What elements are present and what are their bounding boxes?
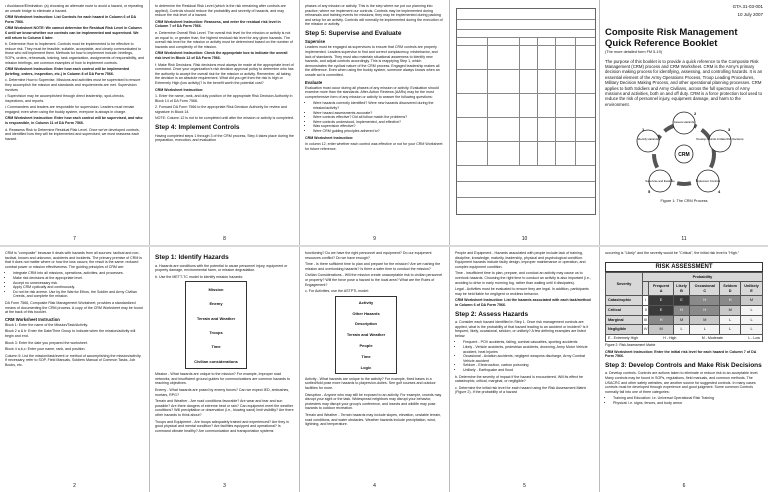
cycle-step-number: 5	[648, 189, 651, 195]
paragraph: Time - Is there sufficient time to plan and prepare for the mission? Are we rushing the mission and overlooking hazards? Is there a safer time to conduct the mission?	[305, 262, 441, 271]
key-item: H - High	[663, 335, 677, 340]
severity-label: Critical	[606, 305, 643, 315]
paragraph: e. Determine Overall Risk Level. The overall risk level for the mission or activity is not an equal to, or greater than, the highest residual risk level for any given hazards. The overall risk level for the mission or activity must be determined based on the number of hazards and complexity of the mission.	[155, 30, 293, 49]
model-term: Terrain and Weather	[346, 332, 386, 338]
risk-level-cell: L	[673, 325, 690, 335]
risk-matrix-body	[606, 296, 763, 334]
list-item: • Likely - Vehicle accidents, pedestrian accidents, drowning, Army Motor Vehicle accident, heat injuries	[463, 345, 594, 354]
list-item: • Was supervision effective?	[313, 124, 444, 129]
paragraph: d. Reassess Risk to Determine Residual Risk Level. Once we've developed controls, and identified how they will be implemented and supervised, we must reassess each hazard.	[5, 127, 140, 141]
risk-matrix-title: RISK ASSESSMENT	[605, 262, 763, 272]
severity-label: Marginal	[606, 315, 643, 325]
paragraph: b. Determine the severity of impact if the hazard is encountered. Will its effect be catastrophic, critical, marginal, or negligible?	[455, 374, 583, 384]
risk-level-cell: H	[649, 315, 673, 325]
form-rule	[575, 37, 576, 165]
risk-level-cell: M	[720, 305, 741, 315]
paragraph: phases of any mission or activity. This is the step where we put our planning into practice; where we implement our controls. Controls may be implemented during rehearsals and training events for missions; they may be implemented during packing and setup for an activity. Controls will normally be implemented during the execution of the mission or activity.	[305, 4, 443, 27]
crm-cycle-diagram	[620, 111, 748, 197]
paragraph: Activity - What hazards are unique to the activity? For example, fixed bases in a sortied/fold pose more hazards to players/on-duties. See golf courses and outdoor facilities for more.	[305, 376, 436, 390]
probability-name: Unlikely	[744, 284, 759, 289]
severity-header: Severity	[606, 272, 643, 296]
paragraph: c. Determine How to Supervise. Missions and activities must be supervised to ensure they accomplish the mission and standards and requirements are met. Supervision involves	[5, 78, 141, 92]
figure-caption: Figure 1: The CRM Process	[660, 199, 708, 204]
list-item: • Were controls effective? Did all follow match the problems?	[313, 115, 444, 120]
page-column	[300, 0, 450, 245]
page-column	[150, 247, 300, 492]
paragraph: • Supervision may be accomplished through direct leadership, spot-checks, inspections, and reports.	[5, 94, 125, 103]
page-column	[150, 0, 300, 245]
worksheet-instruction: CRM Worksheet Instruction:	[155, 87, 204, 92]
paragraph: Civilian Considerations - Will the mission create unacceptable risk to civilian personnel or property? Will the force pose a hazard to the local area? What are the Rules of Engagement?	[305, 273, 443, 287]
page-number: 6	[682, 483, 686, 489]
probability-column	[741, 282, 763, 296]
paragraph: NOTE: Column 12 is not to be completed until after the mission or activity is completed.	[155, 116, 294, 121]
booklet-sheet-bottom	[0, 247, 768, 492]
severity-number: II	[642, 305, 648, 315]
severity-label: Negligible	[606, 325, 643, 335]
paragraph: f. Make Risk Decisions. Risk decisions must always be made at the appropriate level of command. Once your organization's risk decision approval policy to determine who has the authority to accept the overall risk for the mission or activity. Remember, all taking the decision is an absolute requirement. What did you get from the risk is high or Extremely High (low activity)? Is the benefit worth the potential cost?	[155, 62, 294, 85]
list-item: • Accept no unnecessary risk.	[13, 281, 144, 286]
cycle-step-number: 1	[642, 127, 645, 133]
probability-column	[690, 282, 720, 296]
form-rule	[457, 197, 595, 198]
paragraph: Evaluation must occur during all phases of any mission or activity. Evaluation should examine more than the standards. After-Action Reviews (AARs) may be the most comprehensive form of any mission or activity to answer the following questions:	[305, 85, 439, 99]
risk-assessment-matrix	[605, 272, 763, 335]
list-item: • Integrate CRM into all missions, operations, activities, and processes.	[13, 271, 144, 276]
key-item: M - Moderate	[701, 335, 724, 340]
section-heading: Step 5: Supervise and Evaluate	[305, 29, 402, 37]
form-rule	[519, 37, 520, 165]
paragraph: functioning? Do we have the right personnel and equipment? Do our equipment resources conflict? Do we have enough?	[305, 251, 432, 260]
probability-column	[673, 282, 690, 296]
list-item: • Occasional - Aviation accidents, negligent weapons discharge, Army Combat Vehicle accident	[463, 354, 594, 363]
risk-level-cell: H	[673, 305, 690, 315]
paragraph: • Commanders and leaders are responsible for supervision. Leaders must remain engaged; even when using the buddy system, everyone is always in charge.	[5, 105, 135, 114]
list-item: • Do not be risk averse. Use by the Warrior Ethos, the Soldier and Army Civilian Creeds, and complete the mission.	[13, 290, 144, 299]
risk-level-cell: M	[649, 325, 673, 335]
form-rule	[457, 181, 595, 182]
model-term: Civilian considerations	[194, 358, 238, 364]
probability-letter: B	[680, 288, 683, 293]
page-number: 3	[223, 483, 226, 489]
paragraph: CRM is "composite" because it deals with hazards from all sources: tactical and non-tactical, known and unknown, accidents and incidents. The primary premise of CRM is that it does not matter where or how the loss occurs; the result is the same: reduced combat power or mission effectiveness. The guiding principles of CRM are:	[5, 251, 142, 269]
list-item: • Frequent - POV accidents, falling, combat casualties, sporting accidents	[463, 340, 594, 345]
worksheet-instruction: CRM Worksheet Instruction:	[305, 135, 354, 140]
paragraph: c. For Activities, use the ASTPTL model:	[305, 289, 369, 294]
page-column	[450, 247, 600, 492]
question-list	[305, 101, 444, 133]
model-term: Activity	[358, 299, 374, 305]
worksheet-line: Block 2 a & b: Enter the Date/Time Group to indicate when the mission/activity will begin and end.	[5, 329, 136, 338]
probability-name: Occasional	[694, 284, 715, 289]
list-item: • Seldom - Electrocution, carbon poisoning	[463, 363, 594, 368]
page-column	[0, 247, 150, 492]
page-number: 11	[681, 236, 687, 242]
paragraph: Leaders must be engaged as supervisors to ensure that CRM controls are properly implemented. Leaders supervise to find and correct complacency, misbehavior, and lack of standards. They must also maintain situational awareness to identify new hazards, and adjust controls accordingly. This is reapplying Step 1, which demonstrates the cyclical nature of the CRM process. Engaged leadership makes all the difference. Even when using the buddy system, someone always knows when an unsafe act is committed.	[305, 45, 440, 78]
risk-level-cell: L	[741, 315, 763, 325]
worksheet-instruction: CRM Worksheet Instruction: Enter how each control will be implemented (briefing, orders, inspection, etc.) in Column 8 of DA Form 7566.	[5, 67, 130, 76]
risk-level-cell: M	[741, 296, 763, 306]
paragraph: a. Hazards are conditions with the potential to cause personnel injury, equipment or property damage, environmental harm, or mission degradation.	[155, 263, 288, 273]
list-item: • Physical: i.e. signs, fences, and body armor	[613, 401, 763, 406]
risk-level-cell: L	[720, 315, 741, 325]
probability-column	[649, 282, 673, 296]
cycle-step-label: Assess Hazards	[673, 120, 695, 125]
list-item: • Apply CRM cyclically and continuously.	[13, 285, 144, 290]
section-heading: Step 2: Assess Hazards	[455, 310, 529, 318]
document-id: GTA 31-03-001	[732, 4, 763, 9]
model-term: People	[359, 343, 373, 349]
document-date: 10 July 2007	[737, 11, 763, 17]
paragraph: Time - insufficient time to plan, prepare, and conduct an activity may cause us to overlook hazards. Choosing the right time to conduct an activity is also important (i.e., avoiding to drive in early morning fog, rather than waiting until it dissipates).	[455, 271, 592, 285]
probability-name: Frequent	[652, 284, 670, 289]
probability-letter: A	[659, 288, 663, 293]
probability-examples-list	[455, 340, 594, 372]
risk-level-cell: H	[690, 305, 720, 315]
form-rule	[555, 37, 556, 165]
page-number: 7	[73, 236, 76, 242]
list-item: • Were controls understood, implemented, and effective?	[313, 120, 444, 125]
worksheet-form-page	[450, 0, 600, 245]
key-item: E - Extremely High	[608, 335, 638, 340]
model-term: Troops	[209, 329, 223, 335]
paragraph: Enemy - What hazards are posed by enemy forces? Can we expect IED, ambushes, mortars, RPG?	[155, 388, 290, 397]
probability-column	[720, 282, 741, 296]
probability-header: Probability	[642, 272, 762, 282]
risk-level-cell: E	[649, 296, 673, 306]
list-item: • Make risk decisions at the appropriate level.	[13, 276, 144, 281]
list-item: • Were hazard assessments accurate?	[313, 111, 444, 116]
cycle-step-label: Implement Controls	[695, 179, 721, 184]
paragraph: Terrain and Weather - Terrain hazards may include slopes, elevation, unstable terrain, road conditions, and water obstacles. Weather hazards include precipitation, wind, lightning, and temperature.	[305, 412, 442, 427]
model-term: Description	[354, 321, 377, 327]
worksheet-instruction: CRM Worksheet Instruction: Enter how each control will be supervised, and who is responsible, in Column 11 of DA Form 7566.	[5, 116, 143, 126]
paragraph: In column 12, enter whether each control was effective or not for your CRM Worksheet for future reference.	[305, 142, 443, 151]
key-item: L - Low	[748, 335, 760, 340]
paragraph: b. Use the METT-TC model to identify mission hazards:	[155, 274, 244, 279]
paragraph: Disruption - Anyone who may still be exposed to an activity. For example, crowds may disrupt your sight or the task. Widespread neighbors may disrupt your behavior, protesters may disrupt your group's conference, and insects and wildlife may pose hazards to outdoor recreation.	[305, 392, 442, 411]
cycle-step-node	[637, 130, 659, 152]
page-number: 5	[523, 483, 526, 489]
form-rule	[457, 19, 595, 20]
risk-level-cell: L	[741, 325, 763, 335]
model-term: Other Hazards	[352, 310, 380, 316]
risk-level-cell: H	[720, 296, 741, 306]
probability-letter: D	[728, 288, 732, 293]
cycle-center-label: CRM	[678, 152, 690, 159]
worksheet-note: CRM Worksheet NOTE: We cannot determine the Residual Risk Level in Column 6 until we know whether our controls can be implemented and supervised. We will return to Column 6 later.	[5, 26, 142, 40]
form-rule	[487, 37, 488, 165]
risk-level-cell: E	[673, 296, 690, 306]
cycle-step-number: 3	[728, 127, 731, 133]
severity-number: IV	[642, 325, 648, 335]
worksheet-instruction: CRM Worksheet Instruction: Enter the initial risk level for each hazard in Column 7 of DA Form 7566.	[605, 349, 757, 359]
severity-number: III	[642, 315, 648, 325]
probability-letter: E	[750, 288, 753, 293]
paragraph: Legal - Activities must be evaluated to ensure they are legal. In addition, participants may be held liable for negligent or reckless behavior.	[455, 287, 589, 296]
list-item: • Unlikely - Earthquake and flood	[463, 368, 594, 373]
risk-level-cell: L	[741, 305, 763, 315]
worksheet-line: Block 1: Enter the name of the Mission/Task/Activity.	[5, 322, 89, 327]
model-term: Mission	[208, 286, 224, 292]
risk-level-cell: L	[720, 325, 741, 335]
severity-number: I	[642, 296, 648, 306]
table-row	[606, 305, 763, 315]
form-rule	[457, 29, 595, 30]
page-column	[0, 0, 150, 245]
page-column	[300, 247, 450, 492]
list-item: • Were CRM guiding principles adhered to?	[313, 129, 444, 134]
risk-level-cell: E	[649, 305, 673, 315]
booklet-subtitle: (The more detailed form FM 5-19)	[605, 50, 662, 54]
list-item: • Were hazards correctly identified? Were new hazards discovered during the mission/activity?	[313, 101, 444, 110]
page-column	[600, 247, 768, 492]
severity-label: Catastrophic	[606, 296, 643, 306]
paragraph: Mission - What hazards are unique to the mission? For example, improper road networks, and insufficient ground guides for communications are common hazards to reaching objectives.	[155, 372, 290, 386]
probability-name: Likely	[676, 284, 687, 289]
worksheet-instruction: CRM Worksheet Instruction: Check the appropriate box to indicate the overall risk level in Block 12 of DA Form 7566.	[155, 51, 288, 60]
control-categories-list	[605, 396, 763, 405]
paragraph: DA Form 7566, Composite Risk Management Worksheet, provides a standardized means of documenting the CRM process. A copy of the CRM Worksheet may be found at the back of this booklet.	[5, 300, 143, 315]
form-rule	[457, 165, 595, 166]
paragraph: Having completed steps 1 through 3 of the CRM process, Step 4 takes place during the preparation, execution, and evaluation	[155, 133, 294, 143]
cycle-step-number: 4	[718, 189, 721, 195]
cycle-step-label: Develop Controls & Make Risk Decisions	[696, 138, 744, 142]
form-rule	[537, 37, 538, 165]
page-number: 2	[73, 483, 76, 489]
activity-model-box	[335, 296, 397, 374]
list-item: • Training and Education: i.e. Universal Operational Risk Training	[613, 396, 763, 401]
mett-tc-model-box	[185, 281, 247, 369]
table-row	[606, 272, 763, 282]
paragraph: b. Determine How to Implement. Controls must be implemented to be effective to reduce risk. They must be feasible, suitable, acceptable, and clearly communicated to those who will implement them. Methods for how to implement include: briefings, SOPs, orders, rehearsals, training, task organization, assignments of responsibility, and mission briefings, are common examples of how to implement controls.	[5, 42, 144, 65]
cycle-step-node	[709, 130, 731, 152]
model-term: Logic	[360, 364, 372, 370]
worksheet-line: Block 4 a,b,c: Enter your name, rank, and position.	[5, 347, 86, 352]
subheading: Evaluate	[305, 79, 323, 85]
section-heading: Step 1: Identify Hazards	[155, 254, 229, 261]
worksheet-instruction: CRM Worksheet Instruction: List the hazards associated with each task/method in Column 6 of DA Form 7566.	[455, 298, 591, 307]
table-row	[606, 296, 763, 306]
cover-page	[600, 0, 768, 245]
section-heading: Step 3: Develop Controls and Make Risk Decisions	[605, 361, 762, 369]
page-number: 4	[373, 483, 376, 489]
paragraph: to determine the Residual Risk Level (which is the risk remaining after controls are applied). Controls should reduce the probability and severity of hazards, and may reduce the risk level of a hazard.	[155, 4, 286, 18]
model-term: Time	[211, 344, 221, 350]
crm-process-figure	[620, 111, 748, 197]
page-number: 9	[373, 236, 376, 242]
booklet-sheet-top	[0, 0, 768, 245]
paragraph: Troops and Equipment - Are troops adequately trained and experienced? Are they in good physical and mental condition? Are facilities equipped and operational? Is command climate healthy? Are communication and transportation systems	[155, 419, 289, 433]
cycle-step-number: 2	[694, 111, 697, 117]
worksheet-form-grid	[456, 8, 596, 215]
worksheet-line: Block 3: Enter the date you prepared the worksheet.	[5, 340, 88, 345]
risk-level-cell: H	[690, 296, 720, 306]
paragraph: a. Consider each hazard identified in Step 1. Once risk management controls are applied, what is the probability of that hazard leading to an accident or incident? Is it frequent, likely, occasional, seldom, or unlikely? A few defining examples are listed below:	[455, 320, 589, 338]
paragraph: occurring is "Likely" and the severity would be "Critical", the initial risk level is "High."	[605, 251, 740, 255]
risk-level-cell: L	[690, 325, 720, 335]
booklet-purpose: The purpose of this booklet is to provide a quick reference to the Composite Risk Management (CRM) process and CRM Worksheet. CRM is the Army's primary decision making process for identifying, assessing, and controlling hazards. It is an essential element of the Army Operations Process, Troop Leading Procedures, Military Decision Making Process, and other operational planning processes. CRM applies to both Soldiers and Army Civilians, across the full spectrum of Army missions and activities, both on and off duty. CRM is a force protection tool used to reduce the risk of personnel injury, equipment damage, and harm to the environment.	[605, 58, 763, 107]
paragraph: 2. Forward DA Form 7566 to the appropriate Risk Decision Authority for review and signature in Block 14.	[155, 105, 287, 114]
paragraph: • Avoidance/Elimination: (a) choosing an alternate route to avoid a hazard, or repeating an unsafe bridge to eliminate a hazard.	[5, 4, 144, 13]
worksheet-instruction: CRM Worksheet Instruction: Reassess, and enter the residual risk level in Column 7 of DA Form 7566.	[155, 19, 281, 29]
paragraph: People and Equipment - Hazards associated with people include lack of training, discipline, knowledge, maturity, leadership, physical and psychological condition. Equipment hazards include faulty design, improper maintenance or operation, and complex equipment condition.	[455, 251, 586, 269]
page-number: 10	[521, 236, 528, 242]
model-term: Time	[361, 353, 371, 359]
risk-level-cell: M	[673, 315, 690, 325]
subheading: Supervise	[305, 39, 326, 45]
paragraph: 1. Enter the name, rank, and duty position of the appropriate Risk Decision Authority in Block 14 of DA Form 7566.	[155, 94, 293, 103]
worksheet-instruction: CRM Worksheet Instruction: List Controls for each hazard in Column 6 of DA Form 7566.	[5, 15, 136, 24]
paragraph: a. Develop controls. Controls are actions taken to eliminate or reduce risk to an acceptable level. Many controls may be found in SOPs, regulations, field manuals, and common methods. The USACRC and other safety websites, are another source for suggested controls. In many cases controls must be developed through experience and good judgment. Some common Controls normally fall into one of three categories:	[605, 371, 759, 394]
page-number: 8	[223, 236, 226, 242]
paragraph: c. Determine the initial risk level for each hazard using the Risk Assessment Matrix (Figure 2). If the probability of a hazard	[455, 385, 587, 395]
paragraph: Terrain and Weather - Are road conditions favorable? Are wear and tear and sun possible? Are there dangers of extreme heat or rain? Can equipment meet the weather conditions? Will precipitation or observation (i.e., blowing sand) limit visibility? Are there other hazards to think about?	[155, 399, 294, 418]
model-term: Enemy	[209, 301, 223, 307]
probability-letter: C	[703, 288, 707, 293]
cycle-step-label: Supervise and Evaluate	[645, 179, 675, 184]
section-heading: Step 4: Implement Controls	[155, 124, 240, 132]
cycle-step-label: Identify Hazards	[637, 137, 659, 142]
probability-name: Seldom	[723, 284, 737, 289]
table-row	[606, 315, 763, 325]
subheading: CRM Worksheet Instruction	[5, 316, 60, 322]
booklet-title: Composite Risk Management Quick Reference Booklet	[605, 27, 738, 49]
principles-list	[5, 271, 144, 299]
risk-level-cell: M	[690, 315, 720, 325]
model-term: Terrain and Weather	[196, 315, 236, 321]
risk-level-key	[605, 335, 763, 342]
table-row	[606, 325, 763, 335]
worksheet-line: Column 5: List the mission/task/event or method of accomplishing the mission/activity. If necessary, refer to SOP, Field Manuals, Soldiers Manual of Common Tasks, Job Books, etc.	[5, 353, 142, 367]
figure-caption: Figure 2: Risk Assessment Matrix	[605, 343, 656, 348]
